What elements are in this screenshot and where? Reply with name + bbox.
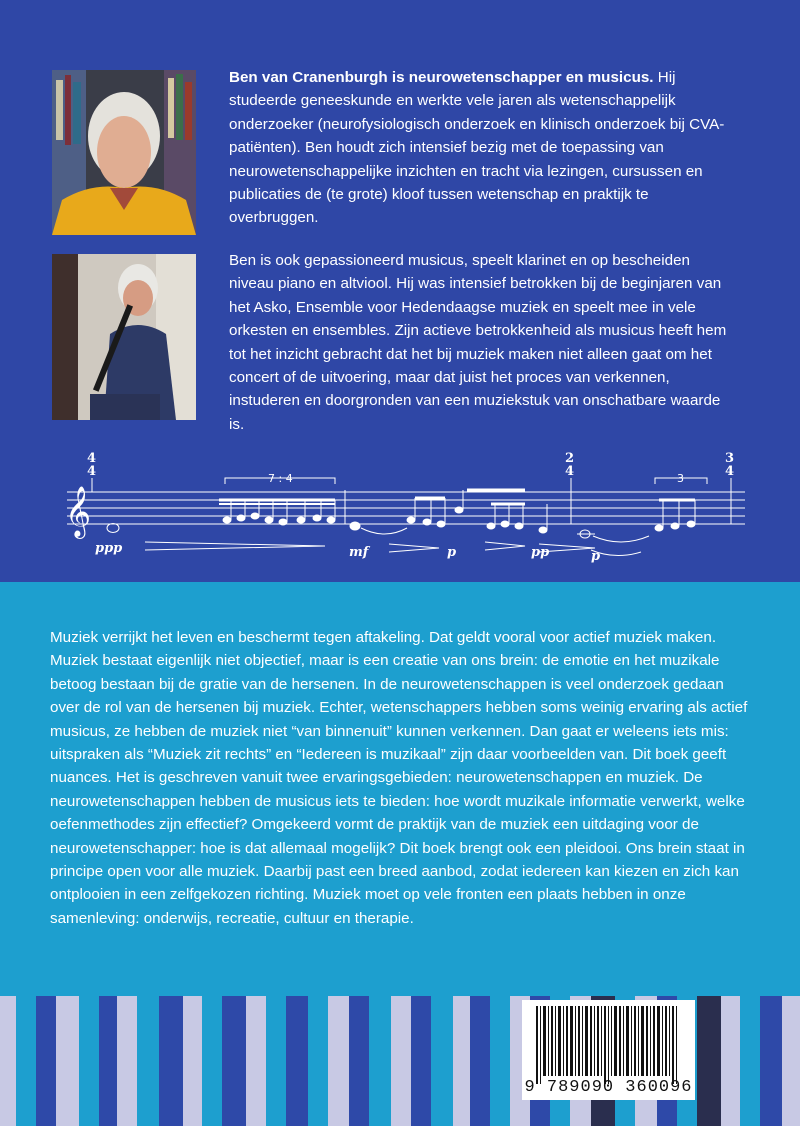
dynamic-mf: mf xyxy=(349,545,369,560)
dynamic-p-1: p xyxy=(447,545,457,560)
music-score xyxy=(55,440,755,565)
staff-lines xyxy=(67,492,745,524)
isbn-number: 9 789090 360096 xyxy=(524,1078,693,1097)
time-signature-2-top: 2 xyxy=(565,451,575,466)
time-signature-1-top: 4 xyxy=(87,451,97,466)
time-signature-1-bottom: 4 xyxy=(87,464,97,479)
bio-paragraph-1-text: Hij studeerde geneeskunde en werkte vele jaren als wetenschappelijk onderzoeker (neurofysiologisch onderzoek en klinisch onderzoek bij CVA-patiënten). Ben houdt zich intensief bezig met de toepassing van neurowetenschappelijke inzichten en tracht via lezingen, cursussen en publicaties de (te grote) kloof tussen wetenschap en praktijk te overbruggen. xyxy=(229,69,725,227)
hairpins xyxy=(145,542,641,556)
bio-paragraph-2: Ben is ook gepassioneerd musicus, speelt klarinet en op bescheiden niveau piano en altviool. Hij was intensief betrokken bij de beginjaren van het Asko, Ensemble voor Hedendaagse muziek en speelt mee in vele orkesten en ensembles. Zijn actieve betrokkenheid als musicus heeft hem tot het inzicht gebracht dat het bij muziek maken niet alleen gaat om het concert of de uitvoering, maar dat juist het proces van verkennen, instuderen en doorgronden van een muziekstuk van onschatbare waarde is. xyxy=(229,252,727,433)
dynamic-ppp: ppp xyxy=(95,541,123,556)
time-signature-3-bottom: 4 xyxy=(725,464,735,479)
bio-paragraph-1 xyxy=(229,66,729,230)
dynamic-pp: pp xyxy=(531,545,550,560)
tuplet-2-label: 3 xyxy=(677,472,684,485)
treble-clef-icon: 𝄞 xyxy=(65,486,92,537)
time-signature-2-bottom: 4 xyxy=(565,464,575,479)
tuplet-1-label: 7 : 4 xyxy=(268,472,293,485)
bio-author-name-bold: Ben van Cranenburgh is neurowetenschapper en musicus. xyxy=(229,69,654,86)
back-cover-blurb: Muziek verrijkt het leven en beschermt tegen aftakeling. Dat geldt vooral voor actief muziek maken. Muziek bestaat eigenlijk niet objectief, maar is een creatie van ons brein: de emotie en het muzikale betoog bestaan bij de gratie van de hersenen. In de neurowetenschappen is veel onderzoek gedaan over de rol van de hersenen bij muziek. Echter, wetenschappers hebben soms weinig ervaring als actief musicus, ze hebben de muziek niet “van binnenuit” kunnen verkennen. Dan gaat er weleens iets mis: uitspraken als “Muziek zit rechts” en “Iedereen is muzikaal” zijn daar voorbeelden van. Dit boek geeft nuances. Het is geschreven vanuit twee ervaringsgebieden: neurowetenschappen en muziek. De neurowetenschappen hebben de musicus iets te bieden: hoe wordt muzikale informatie verwerkt, welke oefenmethodes zijn effectief? Omgekeerd vormt de praktijk van de muziek een uitdaging voor de neurowetenschapper: hoe is dat allemaal mogelijk? Dit boek brengt ook een pleidooi. Ons brein staat in principe open voor alle muziek. Daarbij past een breed aanbod, zodat iedereen kan kiezen en zich kan ontplooien in een zelfgekozen richting. Muziek moet op vele fronten een plaats hebben in onze samenleving: onderwijs, recreatie, cultuur en therapie. xyxy=(50,629,748,927)
time-signature-3-top: 3 xyxy=(725,451,735,466)
author-portrait-photo xyxy=(52,70,196,235)
isbn-barcode xyxy=(522,1000,695,1100)
clarinet-player-photo xyxy=(52,254,196,420)
dynamic-p-2: p xyxy=(591,549,601,564)
